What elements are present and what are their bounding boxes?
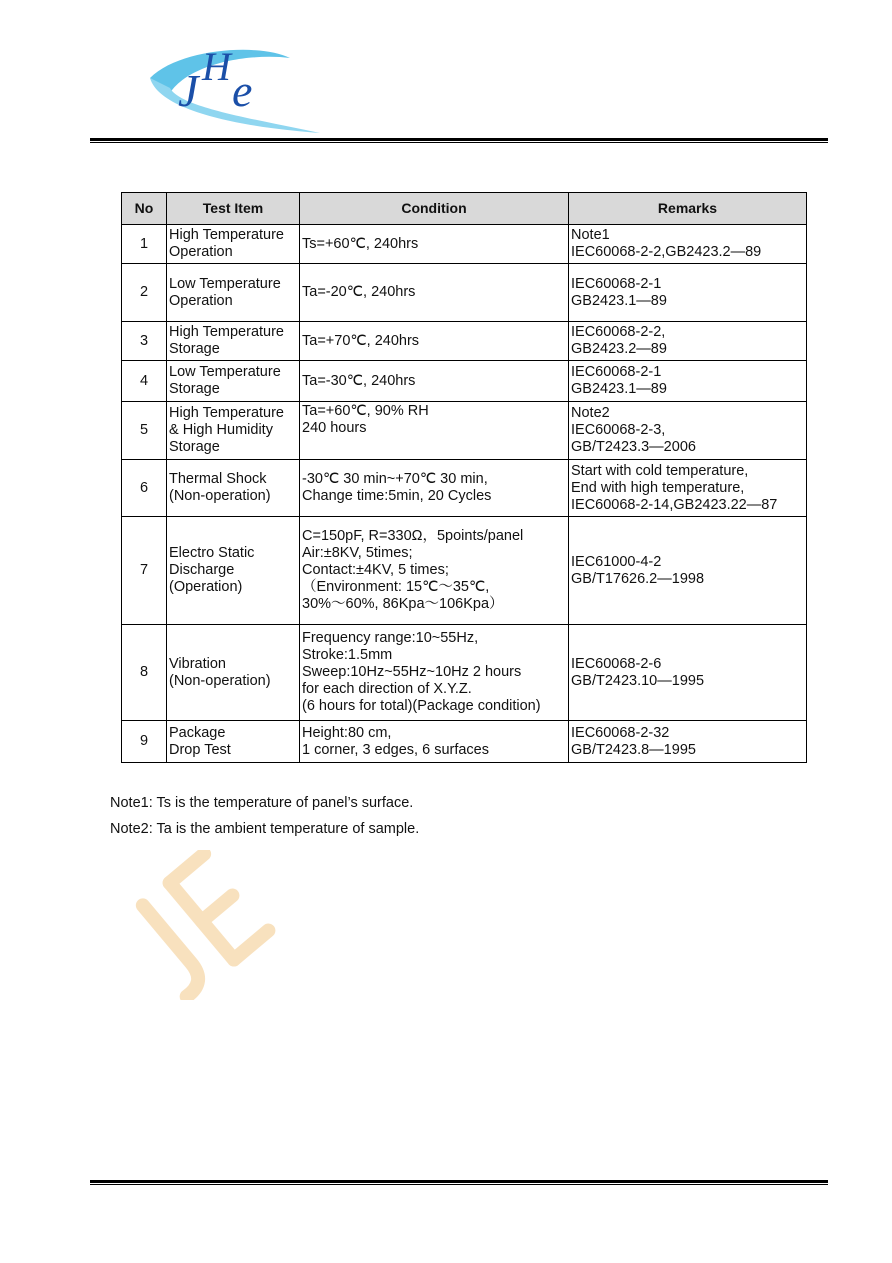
row-test-item: High Temperature Storage xyxy=(167,322,300,361)
row-condition: Ta=-30℃, 240hrs xyxy=(300,361,569,402)
note-2: Note2: Ta is the ambient temperature of sample. xyxy=(110,821,420,837)
row-test-item: Low Temperature Operation xyxy=(167,264,300,322)
row-no: 4 xyxy=(122,361,167,402)
row-test-item: Electro Static Discharge (Operation) xyxy=(167,517,300,625)
note-1: Note1: Ts is the temperature of panel’s surface. xyxy=(110,795,414,811)
row-remarks: IEC60068-2-1 GB2423.1—89 xyxy=(569,264,807,322)
row-no: 9 xyxy=(122,721,167,763)
row-condition: Height:80 cm, 1 corner, 3 edges, 6 surfaces xyxy=(300,721,569,763)
row-no: 7 xyxy=(122,517,167,625)
row-remarks: IEC60068-2-32 GB/T2423.8—1995 xyxy=(569,721,807,763)
row-remarks: IEC60068-2-6 GB/T2423.10—1995 xyxy=(569,625,807,721)
row-test-item: High Temperature Operation xyxy=(167,225,300,264)
row-test-item: Package Drop Test xyxy=(167,721,300,763)
row-no: 3 xyxy=(122,322,167,361)
header-test-item: Test Item xyxy=(167,193,300,225)
row-test-item: Low Temperature Storage xyxy=(167,361,300,402)
row-no: 5 xyxy=(122,402,167,460)
row-condition: Ta=+70℃, 240hrs xyxy=(300,322,569,361)
svg-text:e: e xyxy=(232,65,253,116)
row-remarks: Note1 IEC60068-2-2,GB2423.2—89 xyxy=(569,225,807,264)
header-rule xyxy=(90,138,828,143)
row-condition: C=150pF, R=330Ω，5points/panel Air:±8KV, 5times; Contact:±4KV, 5 times; （Environment: 15℃～35℃, 30%～60%, 86Kpa～106Kpa） xyxy=(300,517,569,625)
row-remarks: Note2 IEC60068-2-3, GB/T2423.3—2006 xyxy=(569,402,807,460)
table-row xyxy=(122,225,807,264)
table-header-row xyxy=(122,193,807,225)
row-condition: Ta=-20℃, 240hrs xyxy=(300,264,569,322)
row-test-item: Thermal Shock (Non-operation) xyxy=(167,460,300,517)
table-row xyxy=(122,322,807,361)
row-condition: Ts=+60℃, 240hrs xyxy=(300,225,569,264)
company-logo xyxy=(140,38,330,138)
table-row xyxy=(122,460,807,517)
row-condition: -30℃ 30 min~+70℃ 30 min, Change time:5min, 20 Cycles xyxy=(300,460,569,517)
table-row xyxy=(122,517,807,625)
notes-section xyxy=(110,790,419,842)
row-test-item: Vibration (Non-operation) xyxy=(167,625,300,721)
table-row xyxy=(122,721,807,763)
row-condition: Frequency range:10~55Hz, Stroke:1.5mm Sweep:10Hz~55Hz~10Hz 2 hours for each direction of X.Y.Z. (6 hours for total)(Package condition) xyxy=(300,625,569,721)
row-remarks: IEC60068-2-1 GB2423.1—89 xyxy=(569,361,807,402)
table-row xyxy=(122,402,807,460)
svg-text:H: H xyxy=(202,44,231,89)
table-row xyxy=(122,264,807,322)
table-row xyxy=(122,625,807,721)
header-remarks: Remarks xyxy=(569,193,807,225)
row-no: 8 xyxy=(122,625,167,721)
row-remarks: IEC61000-4-2 GB/T17626.2—1998 xyxy=(569,517,807,625)
header-no: No xyxy=(122,193,167,225)
svg-text:J: J xyxy=(178,65,199,116)
row-no: 1 xyxy=(122,225,167,264)
table-row xyxy=(122,361,807,402)
row-remarks: IEC60068-2-2, GB2423.2—89 xyxy=(569,322,807,361)
jhe-watermark xyxy=(110,850,300,1000)
reliability-test-table xyxy=(121,192,807,763)
footer-rule xyxy=(90,1180,828,1185)
row-no: 6 xyxy=(122,460,167,517)
row-no: 2 xyxy=(122,264,167,322)
row-test-item: High Temperature & High Humidity Storage xyxy=(167,402,300,460)
row-remarks: Start with cold temperature, End with high temperature, IEC60068-2-14,GB2423.22—87 xyxy=(569,460,807,517)
header-condition: Condition xyxy=(300,193,569,225)
row-condition: Ta=+60℃, 90% RH 240 hours xyxy=(300,402,569,460)
